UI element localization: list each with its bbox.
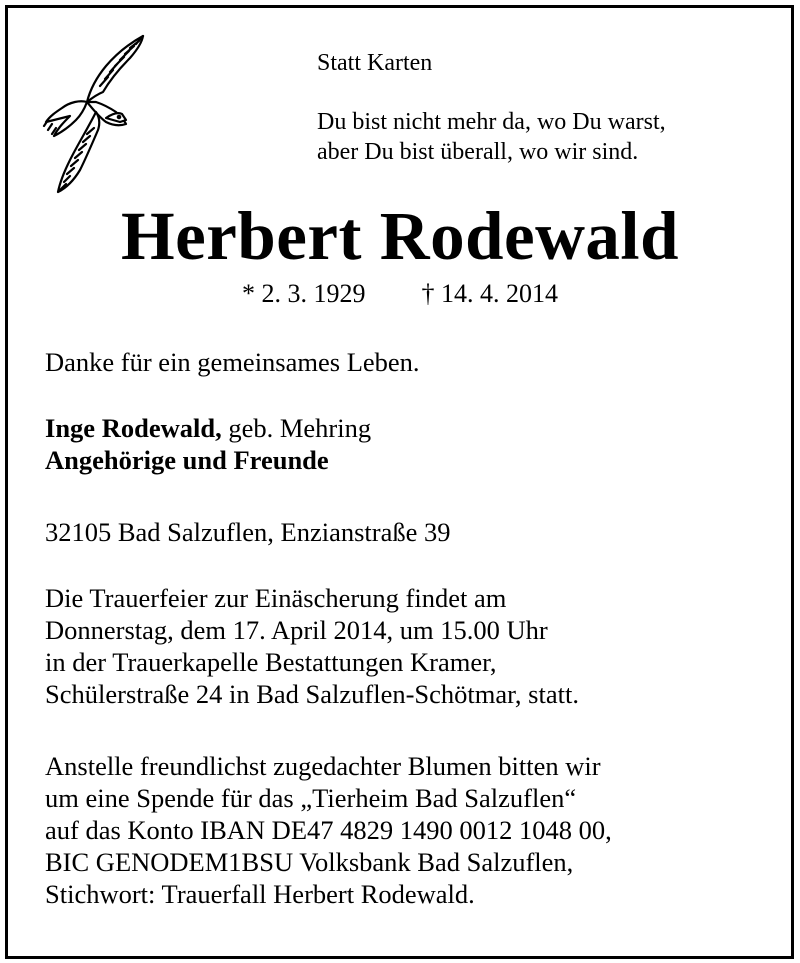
mourners bbox=[45, 412, 371, 476]
death-date: † 14. 4. 2014 bbox=[421, 279, 558, 308]
donation-line: auf das Konto IBAN DE47 4829 1490 0012 1048 00, bbox=[45, 815, 612, 845]
donation-info bbox=[45, 750, 612, 910]
ceremony-info bbox=[45, 582, 579, 710]
donation-line: um eine Spende für das „Tierheim Bad Salzuflen“ bbox=[45, 783, 577, 813]
relatives-line bbox=[45, 444, 371, 476]
spouse-line bbox=[45, 412, 371, 444]
verse bbox=[317, 107, 666, 167]
relatives: Angehörige und Freunde bbox=[45, 445, 329, 475]
ceremony-line: Donnerstag, dem 17. April 2014, um 15.00 Uhr bbox=[45, 615, 548, 645]
deceased-name: Herbert Rodewald bbox=[121, 198, 679, 274]
verse-line: Du bist nicht mehr da, wo Du warst, bbox=[317, 109, 666, 135]
life-dates bbox=[0, 278, 800, 310]
ceremony-line: Die Trauerfeier zur Einäscherung findet am bbox=[45, 583, 507, 613]
mourner-address: 32105 Bad Salzuflen, Enzianstraße 39 bbox=[45, 517, 451, 547]
ceremony-line: Schülerstraße 24 in Bad Salzuflen-Schötmar, statt. bbox=[45, 679, 579, 709]
statt-karten-label: Statt Karten bbox=[317, 50, 433, 76]
donation-line: Stichwort: Trauerfall Herbert Rodewald. bbox=[45, 879, 475, 909]
spouse-maiden-name: geb. Mehring bbox=[221, 413, 372, 443]
thanks-line: Danke für ein gemeinsames Leben. bbox=[45, 347, 420, 377]
intro-text bbox=[317, 48, 666, 167]
birth-date: * 2. 3. 1929 bbox=[242, 279, 366, 308]
donation-line: Anstelle freundlichst zugedachter Blumen bitten wir bbox=[45, 751, 601, 781]
ceremony-line: in der Trauerkapelle Bestattungen Kramer, bbox=[45, 647, 497, 677]
flying-bird-icon bbox=[40, 32, 155, 197]
spouse-name: Inge Rodewald, bbox=[45, 413, 222, 443]
verse-line: aber Du bist überall, wo wir sind. bbox=[317, 139, 639, 165]
donation-line: BIC GENODEM1BSU Volksbank Bad Salzuflen, bbox=[45, 847, 574, 877]
